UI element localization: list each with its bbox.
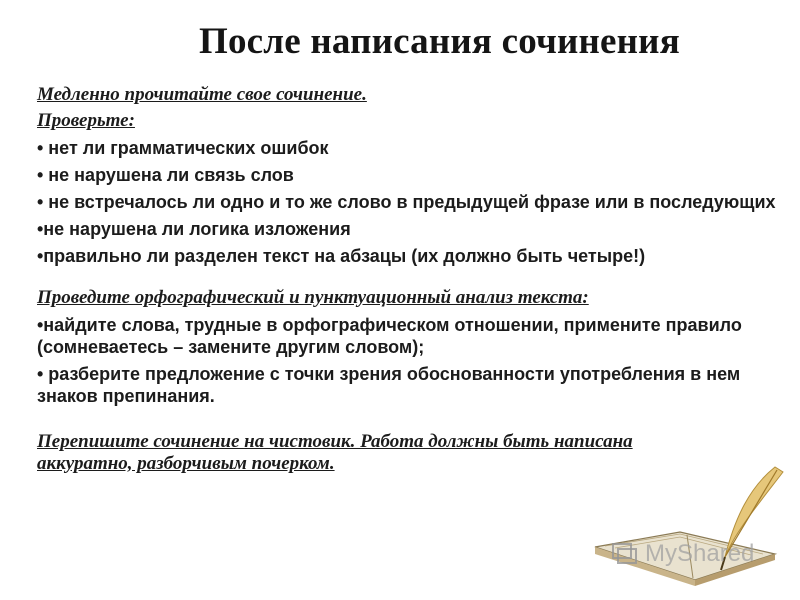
heading-rewrite: Перепишите сочинение на чистовик. Работа должны быть написана аккуратно, разборчивым почерком. [37, 431, 633, 474]
list-item: • не нарушена ли связь слов [37, 165, 294, 185]
watermark-text: MyShared [645, 540, 755, 567]
heading-check: Проверьте: [37, 110, 135, 131]
list-item: •не нарушена ли логика изложения [37, 219, 351, 239]
list-item: • разберите предложение с точки зрения обоснованности употребления в нем знаков препинания. [37, 364, 741, 406]
list-item: •правильно ли разделен текст на абзацы (их должно быть четыре!) [37, 246, 646, 266]
page-title: После написания сочинения [199, 21, 680, 62]
myshared-logo-icon [610, 540, 640, 568]
document-body [37, 84, 777, 475]
list-item: •найдите слова, трудные в орфографическом отношении, примените правило (сомневаетесь – замените другим словом); [37, 315, 742, 357]
book-with-quill-icon [585, 462, 790, 592]
heading-read: Медленно прочитайте свое сочинение. [37, 84, 367, 105]
list-item: • нет ли грамматических ошибок [37, 138, 329, 158]
heading-analysis: Проведите орфографический и пунктуационный анализ текста: [37, 287, 589, 308]
list-item: • не встречалось ли одно и то же слово в предыдущей фразе или в последующих [37, 192, 776, 212]
